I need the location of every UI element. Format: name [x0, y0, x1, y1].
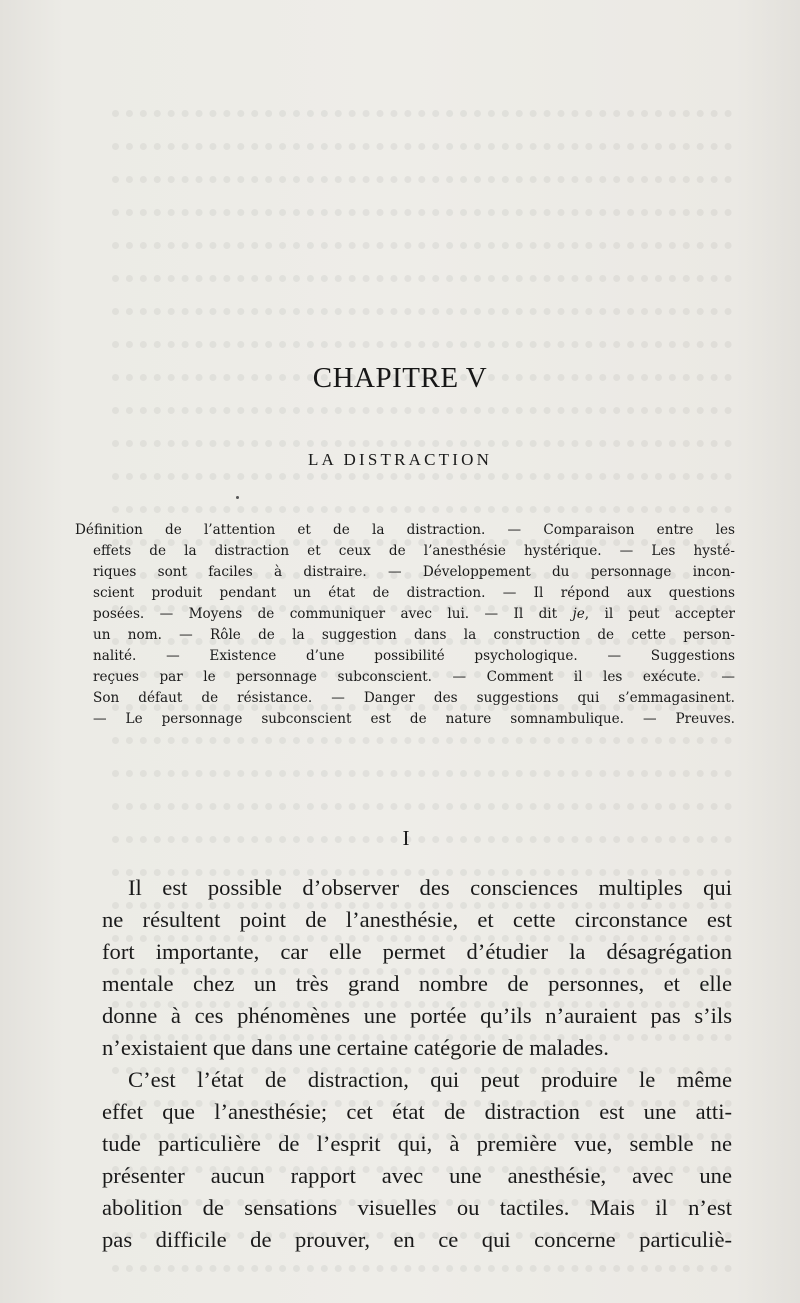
bleed-through-line: [112, 473, 732, 481]
summary-line: reçues par le personnage subconscient. — Comment il les exécute. —: [93, 669, 735, 685]
body-line: présenter aucun rapport avec une anesthésie, avec une: [102, 1163, 732, 1188]
body-line: effet que l’anesthésie; cet état de distraction est une atti-: [102, 1099, 732, 1124]
section-number: I: [402, 826, 410, 850]
body-line: mentale chez un très grand nombre de personnes, et elle: [102, 971, 732, 996]
bleed-through-line: [112, 770, 732, 778]
body-line: donne à ces phénomènes une portée qu’ils n’auraient pas s’ils: [102, 1003, 732, 1028]
summary-line: effets de la distraction et ceux de l’anesthésie hystérique. — Les hysté-: [93, 543, 735, 559]
bleed-through-line: [112, 242, 732, 250]
summary-line: — Le personnage subconscient est de nature somnambulique. — Preuves.: [93, 711, 735, 727]
body-line: abolition de sensations visuelles ou tactiles. Mais il n’est: [102, 1195, 732, 1220]
summary-line: posées. — Moyens de communiquer avec lui. — Il dit je, il peut accepter: [93, 606, 735, 622]
bleed-through-line: [112, 737, 732, 745]
body-text: [102, 872, 732, 1256]
body-line: Il est possible d’observer des consciences multiples qui: [128, 875, 732, 900]
bleed-through-line: [112, 176, 732, 184]
bleed-through-line: [112, 407, 732, 415]
summary-line: nalité. — Existence d’une possibilité psychologique. — Suggestions: [93, 648, 735, 664]
body-line: pas difficile de prouver, en ce qui concerne particuliè-: [102, 1227, 732, 1252]
body-line: n’existaient que dans une certaine catégorie de malades.: [102, 1035, 609, 1060]
bleed-through-line: [112, 506, 732, 514]
chapter-title: CHAPITRE V: [312, 362, 488, 394]
bleed-through-line: [112, 143, 732, 151]
body-line: C’est l’état de distraction, qui peut produire le même: [128, 1067, 732, 1092]
summary-line: riques sont faciles à distraire. — Développement du personnage incon-: [93, 564, 735, 580]
bleed-through-line: [112, 1265, 732, 1273]
body-line: ne résultent point de l’anesthésie, et cette circonstance est: [102, 907, 732, 932]
chapter-subtitle: LA DISTRACTION: [307, 450, 493, 469]
summary-line: Son défaut de résistance. — Danger des suggestions qui s’emmagasinent.: [93, 690, 735, 706]
bleed-through-line: [112, 308, 732, 316]
chapter-summary: [75, 520, 735, 730]
ink-dot: [236, 496, 239, 499]
body-line: fort importante, car elle permet d’étudier la désagrégation: [102, 939, 732, 964]
bleed-through-line: [112, 110, 732, 118]
bleed-through-line: [112, 275, 732, 283]
bleed-through-line: [112, 341, 732, 349]
summary-line: Définition de l’attention et de la distraction. — Comparaison entre les: [75, 522, 735, 538]
body-line: tude particulière de l’esprit qui, à première vue, semble ne: [102, 1131, 732, 1156]
summary-line: un nom. — Rôle de la suggestion dans la construction de cette person-: [93, 627, 735, 643]
bleed-through-line: [112, 803, 732, 811]
bleed-through-line: [112, 440, 732, 448]
summary-line: scient produit pendant un état de distraction. — Il répond aux questions: [93, 585, 735, 601]
bleed-through-line: [112, 209, 732, 217]
